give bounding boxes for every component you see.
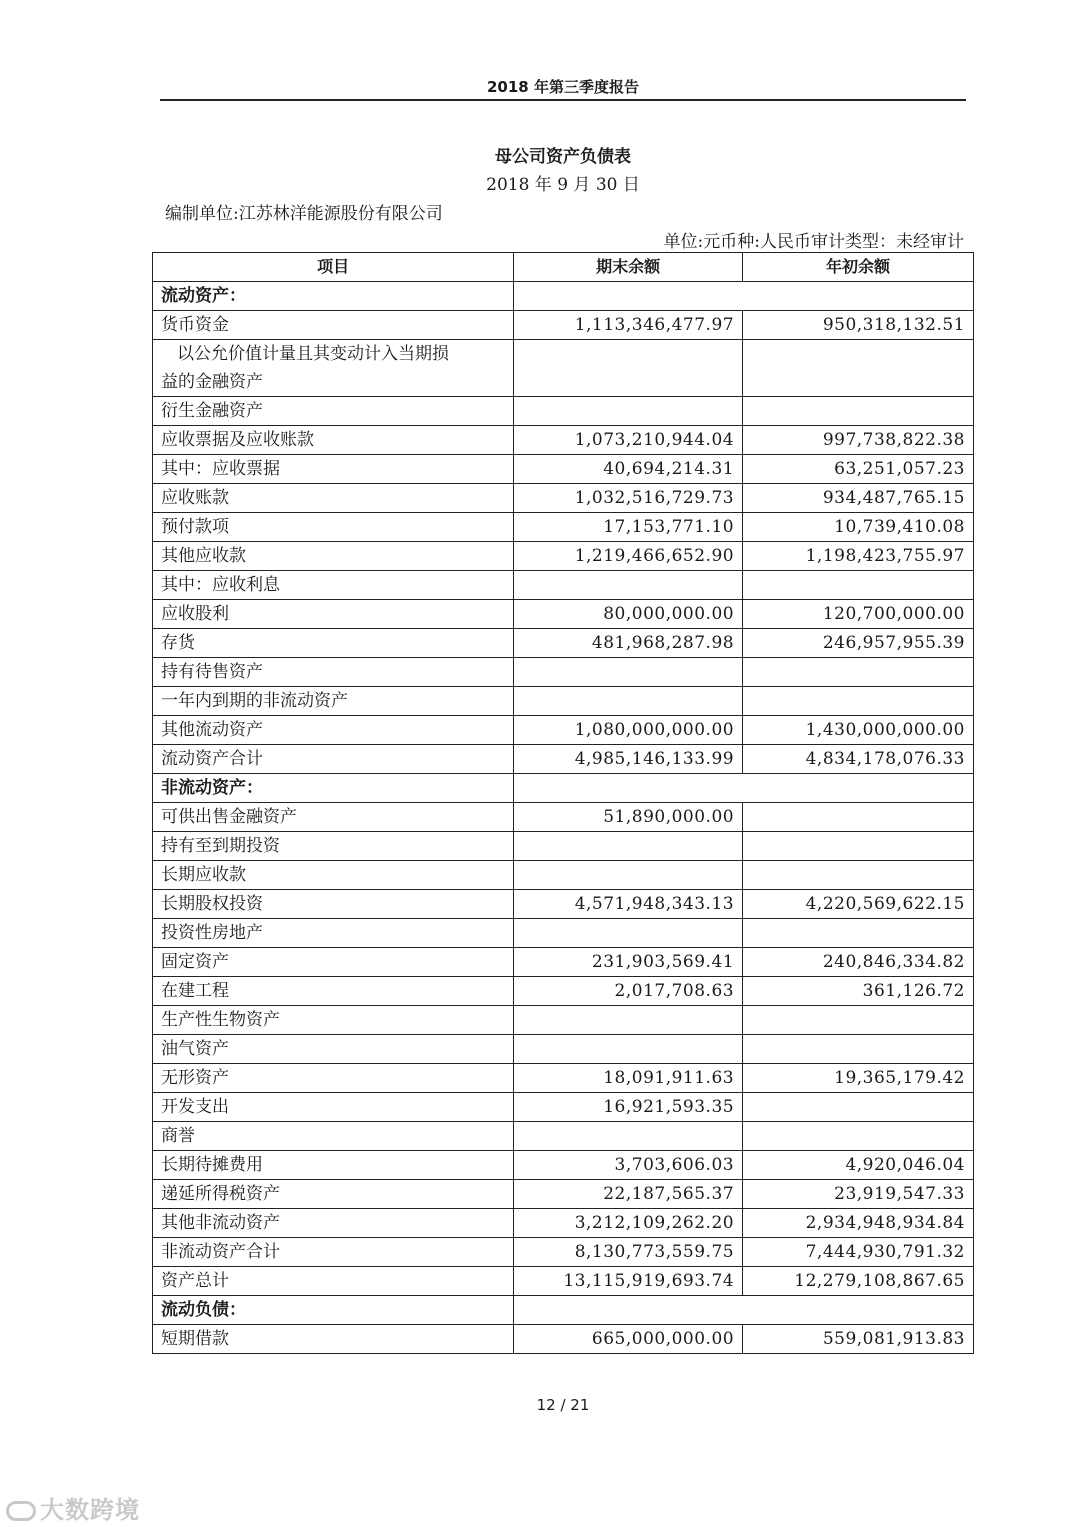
table-row [153,629,974,658]
column-header-period-begin: 年初余额 [743,253,974,282]
column-header-period-end: 期末余额 [514,253,743,282]
row-label-line: 以公允价值计量且其变动计入当期损 [177,344,449,364]
period-end-value: 2,017,708.63 [514,977,743,1006]
period-begin-value [743,803,974,832]
row-label: 可供出售金融资产 [153,803,514,832]
period-end-value: 1,080,000,000.00 [514,716,743,745]
row-label: 其中：应收利息 [153,571,514,600]
period-end-value: 16,921,593.35 [514,1093,743,1122]
period-end-value: 80,000,000.00 [514,600,743,629]
table-row [153,716,974,745]
table-row [153,455,974,484]
period-end-value: 3,703,606.03 [514,1151,743,1180]
period-begin-value: 4,920,046.04 [743,1151,974,1180]
row-label: 无形资产 [153,1064,514,1093]
row-label [153,340,514,397]
table-row [153,890,974,919]
period-begin-value: 997,738,822.38 [743,426,974,455]
table-row [153,1064,974,1093]
period-end-value: 1,032,516,729.73 [514,484,743,513]
table-row [153,658,974,687]
section-empty-cell [514,774,974,803]
table-row [153,282,974,311]
period-begin-value: 240,846,334.82 [743,948,974,977]
period-begin-value: 1,198,423,755.97 [743,542,974,571]
row-label: 货币资金 [153,311,514,340]
period-begin-value: 10,739,410.08 [743,513,974,542]
report-header-title: 2018 年第三季度报告 [487,78,639,96]
balance-sheet-table [152,252,974,1354]
table-row [153,774,974,803]
row-label: 应收股利 [153,600,514,629]
table-row [153,977,974,1006]
period-begin-value: 950,318,132.51 [743,311,974,340]
section-empty-cell [514,282,974,311]
page-number: 12 / 21 [536,1396,590,1414]
row-label: 流动负债： [153,1296,514,1325]
period-begin-value [743,1093,974,1122]
period-end-value [514,832,743,861]
row-label: 其他非流动资产 [153,1209,514,1238]
period-end-value [514,397,743,426]
period-end-value: 18,091,911.63 [514,1064,743,1093]
period-begin-value: 361,126.72 [743,977,974,1006]
row-label: 长期应收款 [153,861,514,890]
period-begin-value [743,1006,974,1035]
table-row [153,687,974,716]
period-begin-value: 23,919,547.33 [743,1180,974,1209]
period-begin-value [743,1035,974,1064]
period-begin-value [743,340,974,397]
table-row [153,311,974,340]
row-label: 流动资产合计 [153,745,514,774]
period-end-value [514,658,743,687]
table-row [153,397,974,426]
table-row [153,1006,974,1035]
row-label: 非流动资产： [153,774,514,803]
period-end-value [514,1006,743,1035]
table-row [153,919,974,948]
row-label: 短期借款 [153,1325,514,1354]
row-label: 开发支出 [153,1093,514,1122]
period-end-value: 3,212,109,262.20 [514,1209,743,1238]
table-row [153,803,974,832]
table-row [153,1035,974,1064]
document-date: 2018 年 9 月 30 日 [486,175,640,195]
period-begin-value [743,658,974,687]
table-header-row [153,253,974,282]
period-end-value: 665,000,000.00 [514,1325,743,1354]
column-header-item: 项目 [153,253,514,282]
period-end-value: 1,113,346,477.97 [514,311,743,340]
row-label: 持有至到期投资 [153,832,514,861]
watermark [6,1490,140,1525]
section-empty-cell [514,1296,974,1325]
period-end-value: 1,073,210,944.04 [514,426,743,455]
table-row [153,745,974,774]
row-label: 资产总计 [153,1267,514,1296]
period-end-value [514,687,743,716]
row-label: 应收票据及应收账款 [153,426,514,455]
document-title: 母公司资产负债表 [495,147,631,167]
period-begin-value: 246,957,955.39 [743,629,974,658]
period-begin-value: 934,487,765.15 [743,484,974,513]
period-end-value [514,861,743,890]
period-end-value: 22,187,565.37 [514,1180,743,1209]
preparer-line: 编制单位:江苏林洋能源股份有限公司 [165,204,443,224]
table-body [153,282,974,1354]
period-begin-value [743,919,974,948]
table-row [153,1093,974,1122]
period-end-value: 40,694,214.31 [514,455,743,484]
period-begin-value: 63,251,057.23 [743,455,974,484]
row-label: 在建工程 [153,977,514,1006]
period-end-value: 17,153,771.10 [514,513,743,542]
period-begin-value [743,571,974,600]
period-end-value [514,1122,743,1151]
table-row [153,1267,974,1296]
period-end-value: 4,571,948,343.13 [514,890,743,919]
period-begin-value [743,1122,974,1151]
table-row [153,340,974,397]
table-row [153,1151,974,1180]
period-begin-value: 2,934,948,934.84 [743,1209,974,1238]
period-end-value: 481,968,287.98 [514,629,743,658]
table-row [153,832,974,861]
row-label: 长期待摊费用 [153,1151,514,1180]
period-end-value: 4,985,146,133.99 [514,745,743,774]
period-end-value: 1,219,466,652.90 [514,542,743,571]
row-label: 持有待售资产 [153,658,514,687]
row-label: 固定资产 [153,948,514,977]
period-end-value: 8,130,773,559.75 [514,1238,743,1267]
header-divider [160,99,966,101]
table-row [153,513,974,542]
row-label: 递延所得税资产 [153,1180,514,1209]
row-label: 应收账款 [153,484,514,513]
row-label: 长期股权投资 [153,890,514,919]
period-begin-value [743,687,974,716]
watermark-text: 大数跨境 [40,1496,140,1524]
row-label: 流动资产： [153,282,514,311]
period-begin-value: 120,700,000.00 [743,600,974,629]
row-label: 其他应收款 [153,542,514,571]
period-end-value: 51,890,000.00 [514,803,743,832]
row-label: 衍生金融资产 [153,397,514,426]
period-begin-value: 19,365,179.42 [743,1064,974,1093]
table-row [153,542,974,571]
row-label: 生产性生物资产 [153,1006,514,1035]
period-end-value [514,340,743,397]
period-begin-value: 7,444,930,791.32 [743,1238,974,1267]
period-begin-value: 12,279,108,867.65 [743,1267,974,1296]
table-row [153,1325,974,1354]
period-end-value [514,919,743,948]
period-end-value [514,571,743,600]
table-row [153,571,974,600]
table-row [153,426,974,455]
period-end-value: 231,903,569.41 [514,948,743,977]
table-row [153,1238,974,1267]
row-label: 油气资产 [153,1035,514,1064]
row-label: 一年内到期的非流动资产 [153,687,514,716]
row-label: 商誉 [153,1122,514,1151]
table-row [153,948,974,977]
row-label-line: 益的金融资产 [161,372,263,392]
period-begin-value [743,832,974,861]
table-row [153,1180,974,1209]
period-begin-value: 559,081,913.83 [743,1325,974,1354]
row-label: 预付款项 [153,513,514,542]
table-row [153,484,974,513]
watermark-logo-icon [6,1501,36,1521]
row-label: 投资性房地产 [153,919,514,948]
row-label: 其他流动资产 [153,716,514,745]
period-begin-value [743,861,974,890]
unit-currency-line: 单位:元币种:人民币审计类型：未经审计 [663,232,964,252]
table-row [153,600,974,629]
row-label: 非流动资产合计 [153,1238,514,1267]
row-label: 存货 [153,629,514,658]
row-label: 其中：应收票据 [153,455,514,484]
period-begin-value: 1,430,000,000.00 [743,716,974,745]
table-row [153,1122,974,1151]
period-end-value [514,1035,743,1064]
table-row [153,861,974,890]
period-begin-value [743,397,974,426]
period-end-value: 13,115,919,693.74 [514,1267,743,1296]
period-begin-value: 4,834,178,076.33 [743,745,974,774]
table-row [153,1296,974,1325]
table-row [153,1209,974,1238]
period-begin-value: 4,220,569,622.15 [743,890,974,919]
